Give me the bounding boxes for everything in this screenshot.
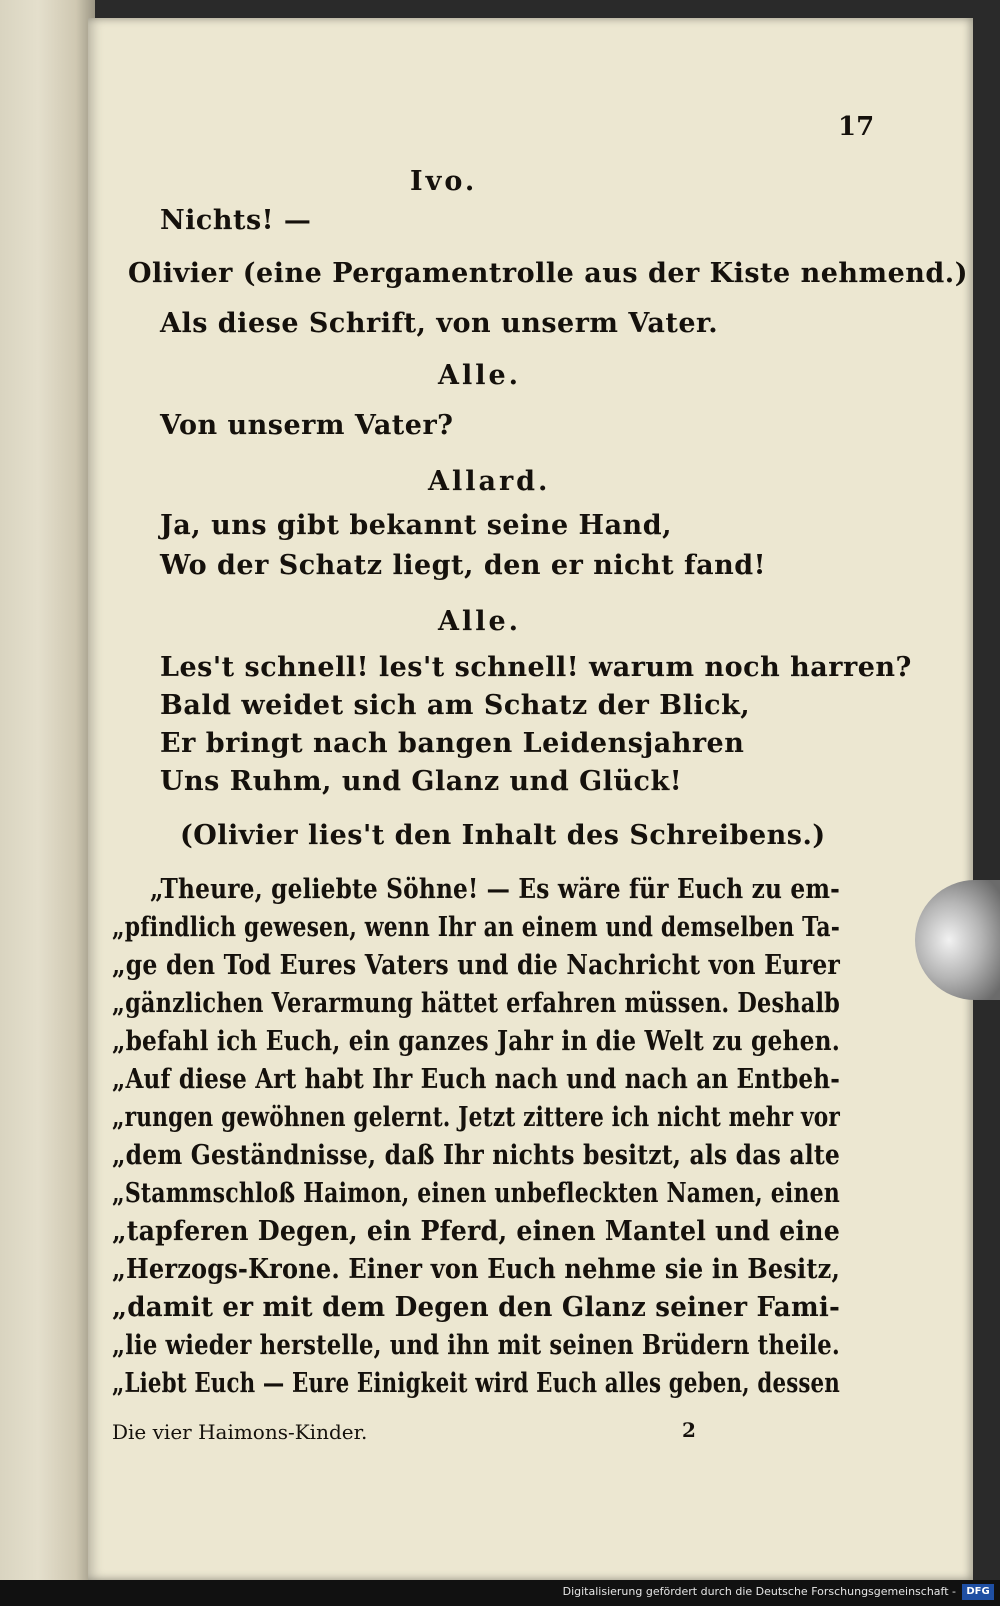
credit-text: Digitalisierung gefördert durch die Deutsche Forschungsgemeinschaft - <box>562 1585 956 1598</box>
text-line: „befahl ich Euch, ein ganzes Jahr in die Welt zu gehen. <box>112 1026 840 1057</box>
text-line: Von unserm Vater? <box>160 410 454 441</box>
signature-mark: 2 <box>682 1418 696 1442</box>
text-line: „Stammschloß Haimon, einen unbefleckten Namen, einen <box>112 1178 840 1209</box>
credit-bar <box>0 1580 1000 1606</box>
text-line: „ge den Tod Eures Vaters und die Nachricht von Eurer <box>112 950 840 981</box>
text-line: „tapferen Degen, ein Pferd, einen Mantel und eine <box>112 1216 840 1247</box>
text-line: (Olivier lies't den Inhalt des Schreibens.) <box>180 820 826 851</box>
footer-title: Die vier Haimons-Kinder. <box>112 1420 368 1444</box>
text-line: Olivier (eine Pergamentrolle aus der Kiste nehmend.) <box>128 258 968 289</box>
speaker-heading: Ivo. <box>410 166 478 197</box>
text-line: „Auf diese Art habt Ihr Euch nach und nach an Entbeh- <box>112 1064 840 1095</box>
text-line: Uns Ruhm, und Glanz und Glück! <box>160 766 683 797</box>
text-line: Als diese Schrift, von unserm Vater. <box>160 308 719 339</box>
text-line: „rungen gewöhnen gelernt. Jetzt zittere ich nicht mehr vor <box>112 1102 840 1133</box>
text-line: „Theure, geliebte Söhne! — Es wäre für Euch zu em- <box>150 874 840 905</box>
text-line: „gänzlichen Verarmung hättet erfahren müssen. Deshalb <box>112 988 840 1019</box>
text-line: Bald weidet sich am Schatz der Blick, <box>160 690 751 721</box>
text-line: „lie wieder herstelle, und ihn mit seinen Brüdern theile. <box>112 1330 840 1361</box>
speaker-heading: Allard. <box>428 466 551 497</box>
text-line: „Liebt Euch — Eure Einigkeit wird Euch alles geben, dessen <box>112 1368 840 1399</box>
page-number: 17 <box>838 112 875 142</box>
text-line: „damit er mit dem Degen den Glanz seiner Fami- <box>112 1292 840 1323</box>
text-line: „Herzogs-Krone. Einer von Euch nehme sie in Besitz, <box>112 1254 840 1285</box>
text-line: Er bringt nach bangen Leidensjahren <box>160 728 745 759</box>
facing-page-edge <box>0 0 95 1580</box>
text-line: Ja, uns gibt bekannt seine Hand, <box>160 510 672 541</box>
text-line: Les't schnell! les't schnell! warum noch harren? <box>160 652 912 683</box>
text-line: „pfindlich gewesen, wenn Ihr an einem und demselben Ta- <box>112 912 840 943</box>
text-line: Nichts! — <box>160 205 312 236</box>
dfg-logo: DFG <box>962 1584 994 1600</box>
speaker-heading: Alle. <box>438 360 522 391</box>
speaker-heading: Alle. <box>438 606 522 637</box>
text-line: Wo der Schatz liegt, den er nicht fand! <box>160 550 767 581</box>
text-line: „dem Geständnisse, daß Ihr nichts besitzt, als das alte <box>112 1140 840 1171</box>
